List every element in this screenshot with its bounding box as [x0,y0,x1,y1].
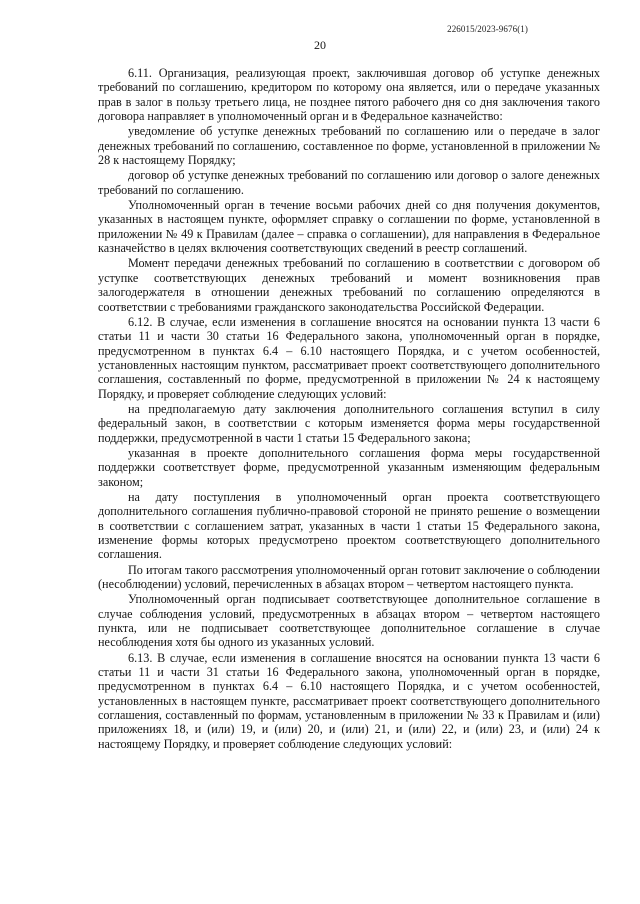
paragraph-contract-item: договор об уступке денежных требований по соглашению или договор о залоге денежных требований по соглашению. [98,168,600,197]
paragraph-notice-item: уведомление об уступке денежных требований по соглашению или о передаче в залог денежных требований по соглашению, составленное по форме, установленной в приложении № 28 к настоящему Порядку; [98,124,600,168]
paragraph-conclusion: По итогам такого рассмотрения уполномоченный орган готовит заключение о соблюдении (несоблюдении) условий, перечисленных в абзацах втором – четвертом настоящего пункта. [98,562,600,592]
paragraph-signing: Уполномоченный орган подписывает соответствующее дополнительное соглашение в случае соблюдения условий, предусмотренных в абзацах втором – четвертом настоящего пункта, или не подписывает соответствующее дополнительное соглашение в случае несоблюдения хотя бы одного из указанных условий. [98,592,600,650]
document-id: 226015/2023-9676(1) [447,24,528,34]
document-body [98,66,600,752]
paragraph-6-13: 6.13. В случае, если изменения в соглашение вносятся на основании пункта 13 части 6 статьи 11 и части 31 статьи 16 Федерального закона, уполномоченный орган в порядке, предусмотренном в пунктах 6.4 – 6.10 настоящего Порядка, и с учетом особенностей, установленных в настоящем пункте, рассматривает проект соответствующего дополнительного соглашения, составленный по формам, установленным в приложении № 33 к Правилам и (или) приложениях 18, и (или) 19, и (или) 20, и (или) 21, и (или) 22, и (или) 23, и (или) 24 к настоящему Порядку, и проверяет соблюдение следующих условий: [98,650,600,751]
paragraph-transfer-moment: Момент передачи денежных требований по соглашению в соответствии с договором об уступке соответствующих денежных требований и момент возникновения прав залогодержателя в отношении денежных требований по соглашению определяются в соответствии с требованиями гражданского законодательства Российской Федерации. [98,256,600,314]
paragraph-6-12: 6.12. В случае, если изменения в соглашение вносятся на основании пункта 13 части 6 статьи 11 и части 30 статьи 16 Федерального закона, уполномоченный орган в порядке, предусмотренном в пунктах 6.4 – 6.10 настоящего Порядка, и с учетом особенностей, установленных настоящим пунктом, рассматривает проект соответствующего дополнительного соглашения, составленный по форме, предусмотренной в приложении № 24 к настоящему Порядку, и проверяет соблюдение следующих условий: [98,314,600,401]
paragraph-condition-2: указанная в проекте дополнительного соглашения форма меры государственной поддержки соответствует форме, предусмотренной указанным изменяющим федеральным законом; [98,445,600,489]
paragraph-condition-1: на предполагаемую дату заключения дополнительного соглашения вступил в силу федеральный закон, в соответствии с которым изменяется форма меры государственной поддержки, предусмотренной в части 1 статьи 15 Федерального закона; [98,401,600,445]
paragraph-6-11: 6.11. Организация, реализующая проект, заключившая договор об уступке денежных требований по соглашению, кредитором по которому она является, или о передаче указанных прав в залог в пользу третьего лица, не позднее пятого рабочего дня со дня заключения такого договора направляет в уполномоченный орган и в Федеральное казначейство: [98,66,600,124]
page-number: 20 [314,38,326,52]
paragraph-certificate: Уполномоченный орган в течение восьми рабочих дней со дня получения документов, указанных в настоящем пункте, оформляет справку о соглашении по форме, установленной в приложении № 49 к Правилам (далее – справка о соглашении), для направления в Федеральное казначейство в целях включения соответствующих сведений в реестр соглашений. [98,198,600,256]
paragraph-condition-3: на дату поступления в уполномоченный орган проекта соответствующего дополнительного соглашения публично-правовой стороной не принято решение о возмещении в соответствии с соглашением затрат, указанных в части 1 статьи 15 Федерального закона, изменение формы которых предусмотрено проектом соответствующего дополнительного соглашения. [98,489,600,562]
